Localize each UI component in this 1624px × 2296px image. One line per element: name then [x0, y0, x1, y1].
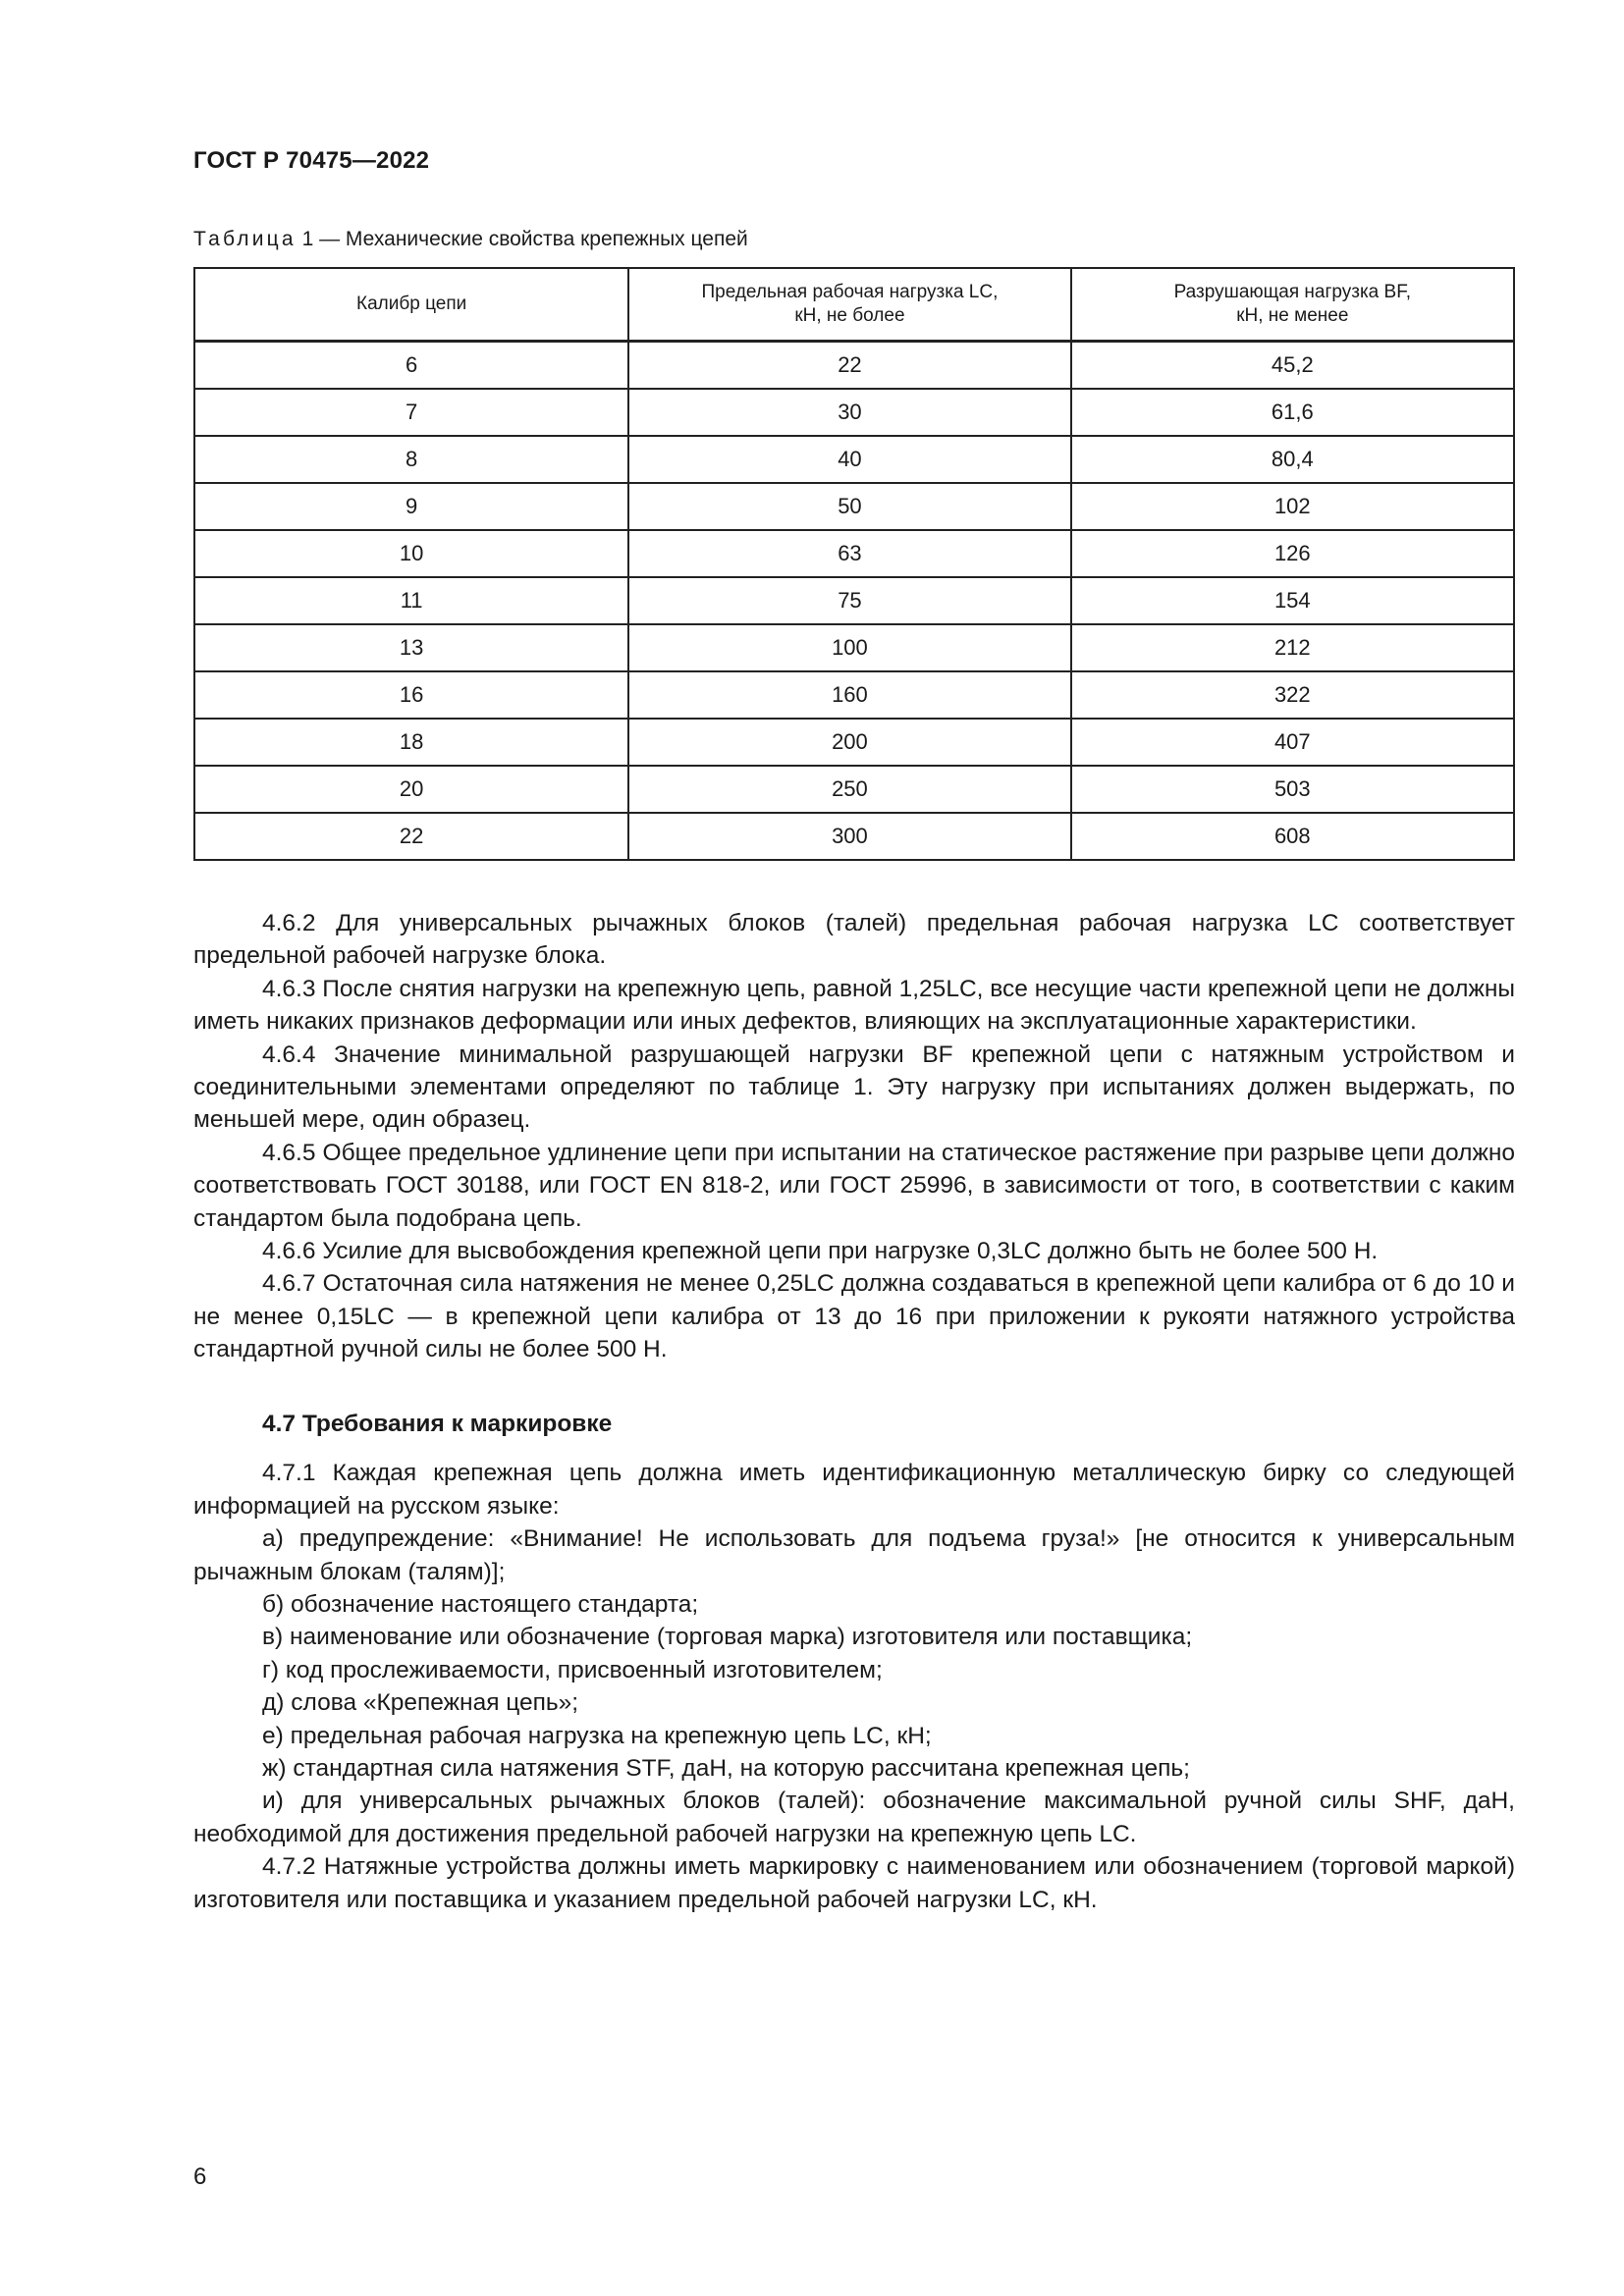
table-cell: 322: [1071, 671, 1514, 719]
table-row: [194, 766, 1514, 813]
table-cell: 100: [628, 624, 1070, 671]
section-4-7-paragraphs: [193, 1457, 1515, 1916]
paragraph: б) обозначение настоящего стандарта;: [262, 1591, 699, 1619]
column-header-working-load: Предельная рабочая нагрузка LC, кН, не более: [628, 268, 1070, 342]
table-cell: 30: [628, 389, 1070, 436]
table-cell: 10: [194, 530, 628, 577]
table-cell: 7: [194, 389, 628, 436]
paragraph: 4.7.2 Натяжные устройства должны иметь маркировку с наименованием или обозначением (торговой маркой) изготовителя или поставщика и указанием предельной рабочей нагрузки LC, кН.: [193, 1853, 1515, 1913]
table-body: [194, 342, 1514, 861]
table-row: [194, 342, 1514, 390]
table-caption: [193, 228, 748, 251]
table-row: [194, 530, 1514, 577]
table-cell: 160: [628, 671, 1070, 719]
table-cell: 11: [194, 577, 628, 624]
page-number: 6: [193, 2163, 207, 2190]
table-cell: 16: [194, 671, 628, 719]
table-cell: 126: [1071, 530, 1514, 577]
paragraph: а) предупреждение: «Внимание! Не использовать для подъема груза!» [не относится к универсальным рычажным блокам (талям)];: [193, 1525, 1515, 1585]
paragraph: в) наименование или обозначение (торговая марка) изготовителя или поставщика;: [262, 1624, 1193, 1651]
table-row: [194, 577, 1514, 624]
table-cell: 50: [628, 483, 1070, 530]
section-4-7-text: [193, 1408, 1515, 1916]
table-row: [194, 436, 1514, 483]
paragraph: 4.7.1 Каждая крепежная цепь должна иметь идентификационную металлическую бирку со следующей информацией на русском языке:: [193, 1460, 1515, 1520]
table-row: [194, 719, 1514, 766]
section-4-6-text: [193, 907, 1515, 1366]
table-row: [194, 483, 1514, 530]
table-header-row: [194, 268, 1514, 342]
table-cell: 63: [628, 530, 1070, 577]
table-cell: 20: [194, 766, 628, 813]
table-cell: 102: [1071, 483, 1514, 530]
mechanical-properties-table: [193, 267, 1515, 861]
table-row: [194, 671, 1514, 719]
table-caption-text: 1 — Механические свойства крепежных цепей: [296, 228, 748, 250]
paragraph: 4.6.4 Значение минимальной разрушающей нагрузки BF крепежной цепи с натяжным устройством и соединительными элементами определяют по таблице 1. Эту нагрузку при испытаниях должен выдержать, по меньшей мере, один образец.: [193, 1041, 1515, 1134]
table-cell: 75: [628, 577, 1070, 624]
paragraph: 4.6.3 После снятия нагрузки на крепежную цепь, равной 1,25LC, все несущие части крепежной цепи не должны иметь никаких признаков деформации или иных дефектов, влияющих на эксплуатационные характеристики.: [193, 975, 1515, 1036]
paragraph: г) код прослеживаемости, присвоенный изготовителем;: [262, 1656, 883, 1683]
table-cell: 9: [194, 483, 628, 530]
table-row: [194, 389, 1514, 436]
table-cell: 13: [194, 624, 628, 671]
table-cell: 212: [1071, 624, 1514, 671]
table-row: [194, 624, 1514, 671]
table-cell: 503: [1071, 766, 1514, 813]
table-cell: 22: [628, 342, 1070, 390]
paragraph: и) для универсальных рычажных блоков (талей): обозначение максимальной ручной силы SHF, даН, необходимой для достижения предельной рабочей нагрузки на крепежную цепь LC.: [193, 1788, 1515, 1847]
table-row: [194, 813, 1514, 860]
paragraph: 4.6.6 Усилие для высвобождения крепежной цепи при нагрузке 0,3LC должно быть не более 500 Н.: [262, 1238, 1379, 1265]
paragraph: ж) стандартная сила натяжения STF, даН, на которую рассчитана крепежная цепь;: [262, 1755, 1190, 1783]
column-header-caliber: Калибр цепи: [194, 268, 628, 342]
paragraph: 4.6.7 Остаточная сила натяжения не менее 0,25LC должна создаваться в крепежной цепи калибра от 6 до 10 и не менее 0,15LC — в крепежной цепи калибра от 13 до 16 при приложении к рукояти натяжного устройства стандартной ручной силы не более 500 Н.: [193, 1270, 1515, 1363]
table-cell: 6: [194, 342, 628, 390]
table-cell: 61,6: [1071, 389, 1514, 436]
document-header: ГОСТ Р 70475—2022: [193, 147, 430, 174]
paragraph: д) слова «Крепежная цепь»;: [262, 1689, 579, 1717]
table-cell: 40: [628, 436, 1070, 483]
table-cell: 154: [1071, 577, 1514, 624]
paragraph: 4.6.5 Общее предельное удлинение цепи при испытании на статическое растяжение при разрыве цепи должно соответствовать ГОСТ 30188, или ГОСТ EN 818-2, или ГОСТ 25996, в зависимости от того, в соответствии с каким стандартом была подобрана цепь.: [193, 1139, 1515, 1232]
table-cell: 22: [194, 813, 628, 860]
section-4-7-heading: 4.7 Требования к маркировке: [262, 1411, 613, 1437]
table-caption-label: Таблица: [193, 228, 297, 250]
table-cell: 80,4: [1071, 436, 1514, 483]
table-cell: 608: [1071, 813, 1514, 860]
paragraph: е) предельная рабочая нагрузка на крепежную цепь LC, кН;: [262, 1722, 932, 1749]
table-cell: 250: [628, 766, 1070, 813]
table-cell: 8: [194, 436, 628, 483]
table-cell: 45,2: [1071, 342, 1514, 390]
paragraph: 4.6.2 Для универсальных рычажных блоков (талей) предельная рабочая нагрузка LC соответствует предельной рабочей нагрузке блока.: [193, 910, 1515, 970]
column-header-breaking-load: Разрушающая нагрузка BF, кН, не менее: [1071, 268, 1514, 342]
table-cell: 407: [1071, 719, 1514, 766]
table-cell: 200: [628, 719, 1070, 766]
table-cell: 300: [628, 813, 1070, 860]
table-cell: 18: [194, 719, 628, 766]
